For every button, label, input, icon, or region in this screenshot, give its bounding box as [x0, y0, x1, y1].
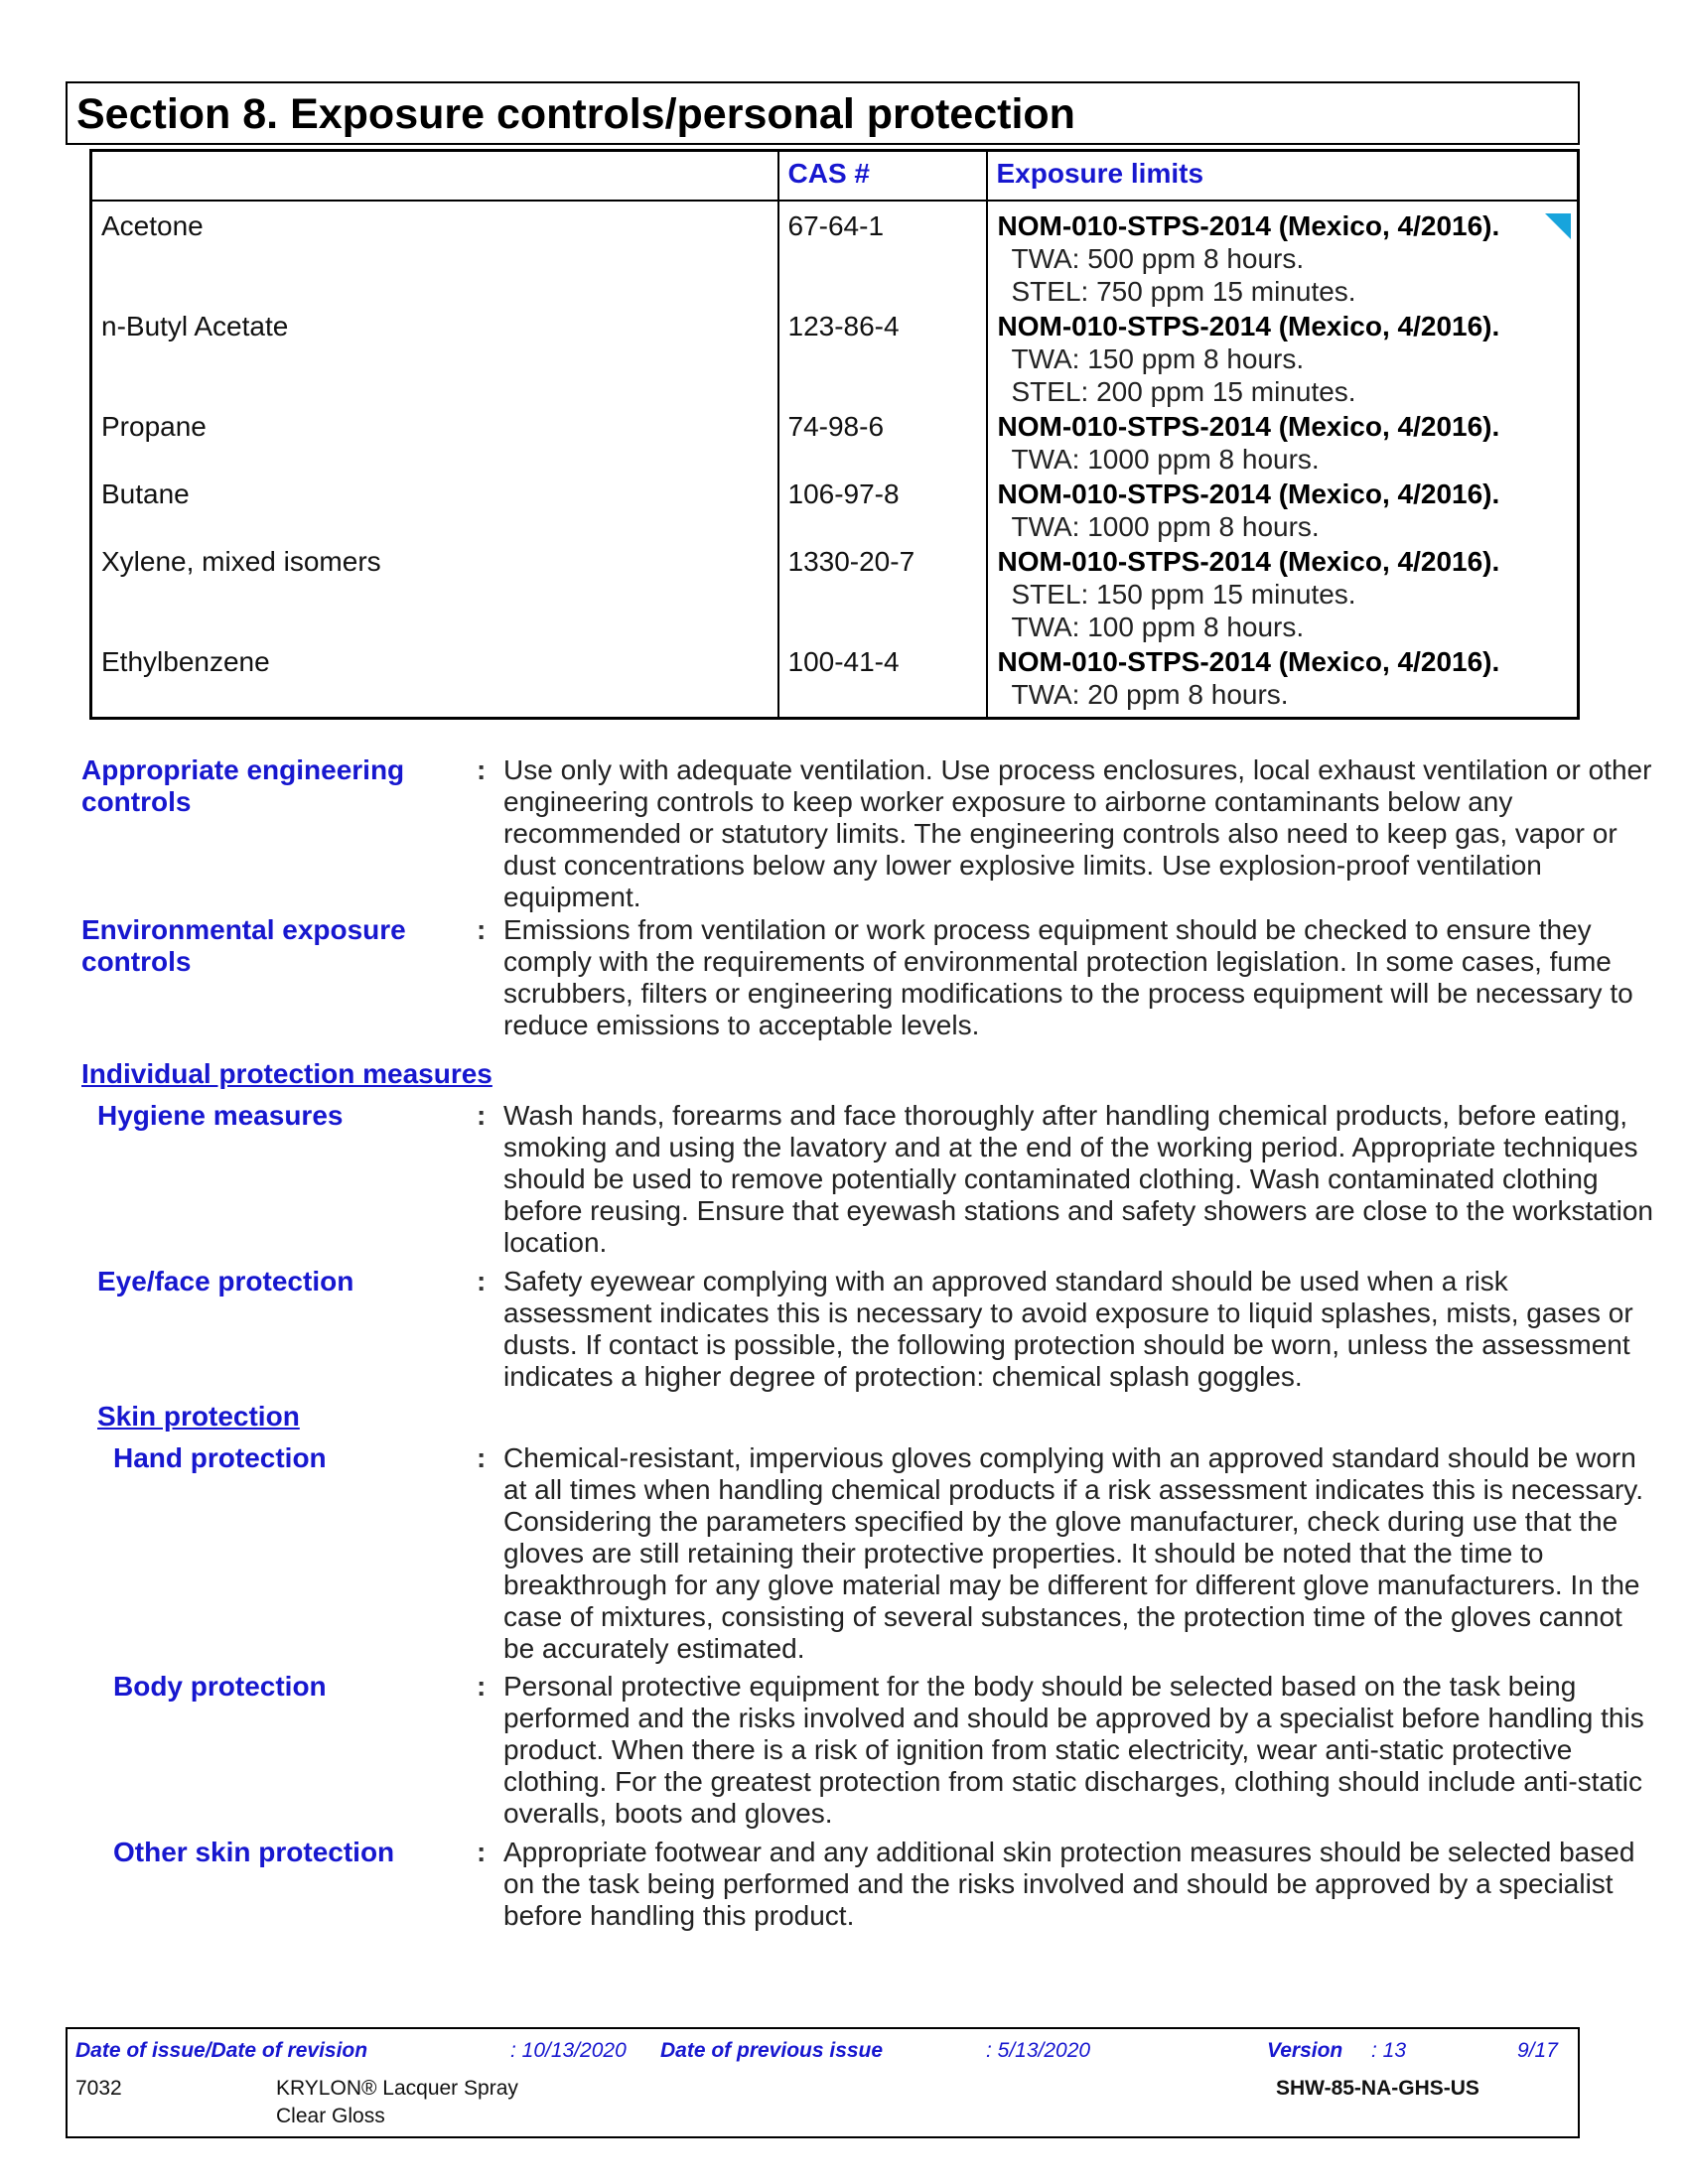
exposure-limit-cell [987, 201, 1579, 309]
cas-number: 74-98-6 [778, 409, 987, 477]
cas-number: 1330-20-7 [778, 544, 987, 644]
cas-number: 67-64-1 [778, 201, 987, 309]
colon-separator: : [477, 1100, 487, 1131]
individual-protection-heading: Individual protection measures [81, 1058, 492, 1089]
previous-issue-label: Date of previous issue [660, 2039, 884, 2062]
limit-value: TWA: 500 ppm 8 hours. [1011, 242, 1305, 274]
colon-separator: : [477, 1671, 487, 1702]
limit-source: NOM-010-STPS-2014 (Mexico, 4/2016). [997, 310, 1500, 341]
exposure-limit-cell [987, 409, 1579, 477]
body-protection-label: Body protection [113, 1671, 327, 1702]
eye-face-protection-label: Eye/face protection [97, 1266, 354, 1297]
limit-value: STEL: 750 ppm 15 minutes. [1011, 275, 1356, 307]
other-skin-protection-text: Appropriate footwear and any additional skin protection measures should be selected based on the task being performed and the risks involved and should be approved by a specialist before handling this product. [503, 1837, 1635, 1931]
colon-separator: : [477, 1266, 487, 1297]
limit-source: NOM-010-STPS-2014 (Mexico, 4/2016). [997, 645, 1500, 677]
table-row [91, 644, 1579, 719]
limit-value: TWA: 150 ppm 8 hours. [1011, 342, 1305, 374]
page-number: 9/17 [1517, 2039, 1558, 2062]
body-protection-text: Personal protective equipment for the body should be selected based on the task being performed and the risks involved and should be approved by a specialist before handling this product. When there is a risk of ignition from static electricity, wear anti-static protective clothing. For the greatest protection from static discharges, clothing should include anti-static overalls, boots and gloves. [503, 1671, 1644, 1829]
limit-value: TWA: 1000 ppm 8 hours. [1011, 510, 1320, 542]
exposure-limit-cell [987, 644, 1579, 719]
cas-number: 106-97-8 [778, 477, 987, 544]
ingredient-name: Acetone [91, 201, 778, 309]
cas-number: 123-86-4 [778, 309, 987, 409]
column-header-cas: CAS # [778, 151, 987, 201]
table-row [91, 544, 1579, 644]
hand-protection-label: Hand protection [113, 1442, 327, 1473]
product-code: 7032 [75, 2077, 122, 2100]
colon-separator: : [477, 754, 487, 785]
page-footer [66, 2027, 1580, 2138]
product-name: KRYLON® Lacquer Spray [276, 2077, 518, 2100]
version-value: : 13 [1371, 2039, 1407, 2062]
limit-source: NOM-010-STPS-2014 (Mexico, 4/2016). [997, 545, 1500, 577]
engineering-controls-text: Use only with adequate ventilation. Use process enclosures, local exhaust ventilation or other engineering controls to keep worker exposure to airborne contaminants below any recommended or statutory limits. The engineering controls also need to keep gas, vapor or dust concentrations below any lower explosive limits. Use explosion-proof ventilation equipment. [503, 754, 1652, 912]
limit-value: TWA: 1000 ppm 8 hours. [1011, 443, 1320, 475]
column-header-ingredient [91, 151, 778, 201]
limit-source: NOM-010-STPS-2014 (Mexico, 4/2016). [997, 478, 1500, 509]
table-row [91, 201, 1579, 309]
environmental-controls-text: Emissions from ventilation or work process equipment should be checked to ensure they comply with the requirements of environmental protection legislation. In some cases, fume scrubbers, filters or engineering modifications to the process equipment will be necessary to reduce emissions to acceptable levels. [503, 914, 1633, 1040]
ingredient-name: Ethylbenzene [91, 644, 778, 719]
hygiene-measures-text: Wash hands, forearms and face thoroughly after handling chemical products, before eating, smoking and using the lavatory and at the end of the working period. Appropriate techniques should be used to remove potentially contaminated clothing. Wash contaminated clothing before reusing. Ensure that eyewash stations and safety showers are close to the workstation location. [503, 1100, 1653, 1258]
colon-separator: : [477, 914, 487, 945]
cas-number: 100-41-4 [778, 644, 987, 719]
ingredient-name: Xylene, mixed isomers [91, 544, 778, 644]
document-id: SHW-85-NA-GHS-US [1276, 2077, 1479, 2100]
exposure-limits-table [89, 149, 1580, 720]
eye-face-protection-text: Safety eyewear complying with an approved standard should be used when a risk assessment indicates this is necessary to avoid exposure to liquid splashes, mists, gases or dusts. If contact is possible, the following protection should be worn, unless the assessment indicates a higher degree of protection: chemical splash goggles. [503, 1266, 1633, 1392]
table-row [91, 477, 1579, 544]
ingredient-name: Propane [91, 409, 778, 477]
version-label: Version [1267, 2039, 1343, 2062]
previous-issue-value: : 5/13/2020 [986, 2039, 1091, 2062]
limit-source: NOM-010-STPS-2014 (Mexico, 4/2016). [997, 209, 1500, 241]
hygiene-measures-label: Hygiene measures [97, 1100, 344, 1131]
issue-date-value: : 10/13/2020 [510, 2039, 627, 2062]
column-header-limits: Exposure limits [987, 151, 1579, 201]
ingredient-name: Butane [91, 477, 778, 544]
limit-value: TWA: 20 ppm 8 hours. [1011, 678, 1289, 710]
exposure-limit-cell [987, 309, 1579, 409]
table-row [91, 309, 1579, 409]
section-title: Section 8. Exposure controls/personal protection [66, 81, 1580, 145]
limit-value: STEL: 150 ppm 15 minutes. [1011, 578, 1356, 610]
product-name-line2: Clear Gloss [276, 2105, 385, 2127]
issue-date-label: Date of issue/Date of revision [75, 2039, 368, 2062]
ingredient-name: n-Butyl Acetate [91, 309, 778, 409]
comment-flag-icon [1545, 213, 1571, 239]
other-skin-protection-label: Other skin protection [113, 1837, 395, 1867]
colon-separator: : [477, 1837, 487, 1867]
exposure-limit-cell [987, 544, 1579, 644]
limit-value: STEL: 200 ppm 15 minutes. [1011, 375, 1356, 407]
exposure-limit-cell [987, 477, 1579, 544]
hand-protection-text: Chemical-resistant, impervious gloves complying with an approved standard should be worn at all times when handling chemical products if a risk assessment indicates this is necessary. Considering the parameters specified by the glove manufacturer, check during use that the gloves are still retaining their protective properties. It should be noted that the time to breakthrough for any glove material may be different for different glove manufacturers. In the case of mixtures, consisting of several substances, the protection time of the gloves cannot be accurately estimated. [503, 1442, 1643, 1664]
engineering-controls-label: Appropriate engineering controls [81, 754, 405, 817]
limit-value: TWA: 100 ppm 8 hours. [1011, 611, 1305, 642]
table-header-row [91, 151, 1579, 201]
skin-protection-heading: Skin protection [97, 1401, 300, 1432]
table-row [91, 409, 1579, 477]
colon-separator: : [477, 1442, 487, 1473]
environmental-controls-label: Environmental exposure controls [81, 914, 406, 977]
limit-source: NOM-010-STPS-2014 (Mexico, 4/2016). [997, 410, 1500, 442]
